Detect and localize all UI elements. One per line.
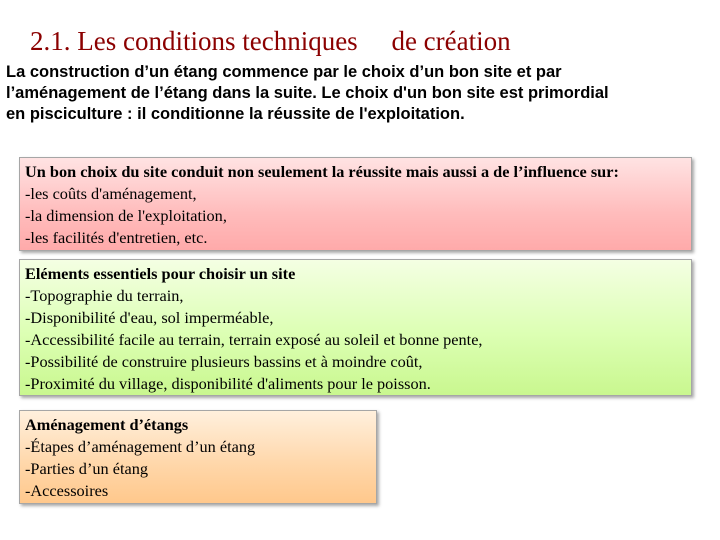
intro-paragraph [6,62,706,125]
site-choice-item: -les facilités d'entretien, etc. [25,228,208,247]
pond-layout-heading: Aménagement d’étangs [25,415,189,434]
pond-layout-item: -Étapes d’aménagement d’un étang [25,437,256,456]
intro-line: l’aménagement de l’étang dans la suite. Le choix d'un bon site est primordial [6,84,609,102]
intro-line: en pisciculture : il conditionne la réussite de l'exploitation. [6,105,465,123]
pond-layout-item: -Accessoires [25,481,109,500]
site-choice-item: -la dimension de l'exploitation, [25,206,227,225]
essential-elements-heading: Eléments essentiels pour choisir un site [25,264,296,283]
site-choice-item: -les coûts d'aménagement, [25,184,197,203]
site-choice-heading: Un bon choix du site conduit non seulement la réussite mais aussi a de l’influence sur: [25,162,619,181]
essential-elements-item: -Disponibilité d'eau, sol imperméable, [25,308,274,327]
essential-elements-item: -Possibilité de construire plusieurs bassins et à moindre coût, [25,352,423,371]
slide-title: 2.1. Les conditions techniques de création [30,26,511,56]
pond-layout-box [19,410,377,504]
pond-layout-item: -Parties d’un étang [25,459,148,478]
essential-elements-item: -Accessibilité facile au terrain, terrain exposé au soleil et bonne pente, [25,330,483,349]
site-choice-box [19,157,692,251]
intro-line: La construction d’un étang commence par le choix d’un bon site et par [6,63,562,81]
essential-elements-item: -Topographie du terrain, [25,286,184,305]
essential-elements-item: -Proximité du village, disponibilité d'aliments pour le poisson. [25,374,431,393]
essential-elements-box [19,259,692,396]
